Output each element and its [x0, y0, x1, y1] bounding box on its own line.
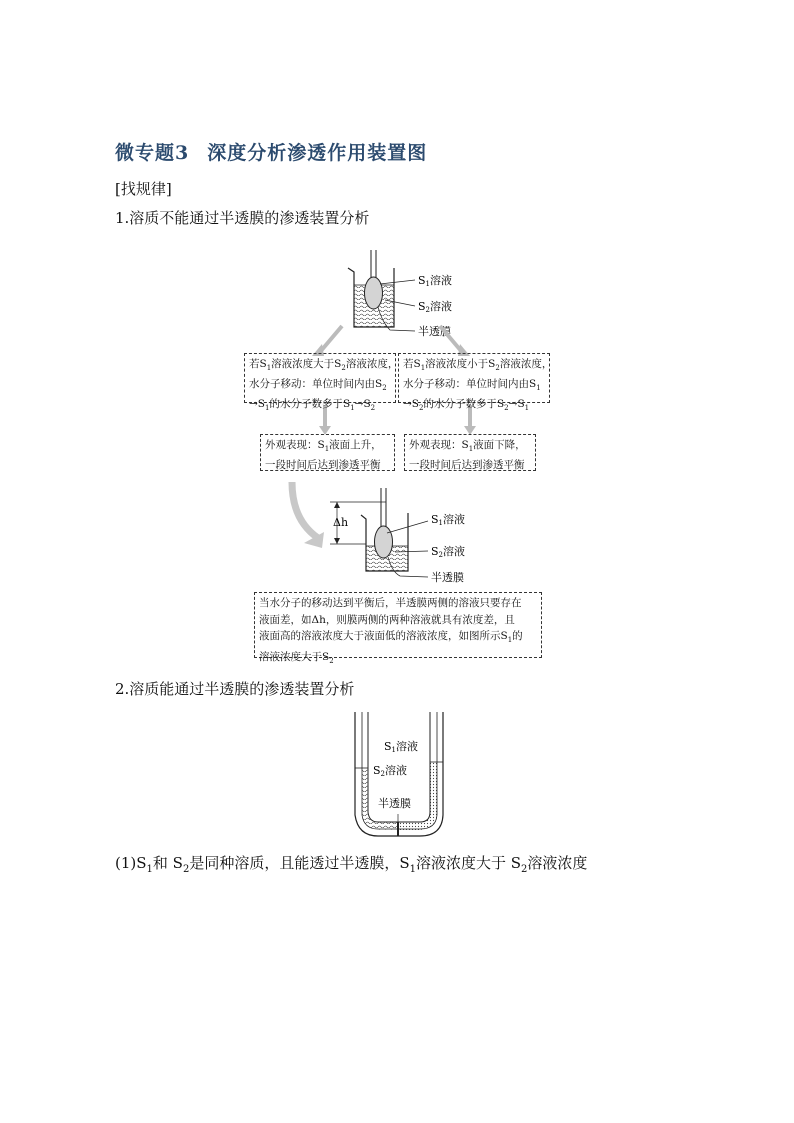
s1-label-bottom: S1溶液	[431, 513, 466, 527]
section-label: [找规律]	[115, 180, 172, 198]
s2-label-bottom: S2溶液	[431, 545, 466, 559]
beaker-top	[348, 250, 415, 331]
s2-label-top: S2溶液	[418, 300, 453, 314]
page-title: 微专题3 深度分析渗透作用装置图	[115, 142, 428, 164]
s2-label-utube: S2溶液	[373, 764, 408, 778]
heading-2: 2.溶质能通过半透膜的渗透装置分析	[115, 680, 355, 698]
result-box-right: 外观表现：$S_1$液面下降， 一段时间后达到渗透平衡	[404, 434, 536, 471]
s1-label-top: S1溶液	[418, 274, 453, 288]
s1-label-utube: S1溶液	[384, 740, 419, 754]
membrane-label-top: 半透膜	[418, 325, 451, 338]
beaker-bottom	[330, 488, 428, 577]
conclusion-box: 当水分子的移动达到平衡后，半透膜两侧的溶液只要存在 液面差，如Δh，则膜两侧的两种溶液就具有浓度差，且 液面高的溶液浓度大于液面低的溶液浓度，如图所示$S_1$的 溶液浓度大于$S_2$	[254, 592, 542, 658]
delta-h-label: Δh	[333, 516, 349, 529]
condition-box-right: 若$S_1$溶液浓度小于$S_2$溶液浓度， 水分子移动：单位时间内由$S_1$ $\to S_2$的水分子数多于$S_2\to S_1$	[398, 353, 550, 403]
membrane-label-utube: 半透膜	[378, 797, 411, 810]
u-tube-figure	[340, 705, 460, 840]
condition-box-left: 若$S_1$溶液浓度大于$S_2$溶液浓度， 水分子移动：单位时间内由$S_2$ $\to S_1$的水分子数多于$S_1\to S_2$	[244, 353, 396, 403]
note-1: $(1)S_1$和 $S_2$是同种溶质，且能透过半透膜，$S_1$溶液浓度大于 $S_2$溶液浓度	[115, 854, 588, 875]
heading-1: 1.溶质不能通过半透膜的渗透装置分析	[115, 209, 370, 227]
membrane-label-bottom: 半透膜	[431, 571, 464, 584]
result-box-left: 外观表现：$S_1$液面上升， 一段时间后达到渗透平衡	[260, 434, 395, 471]
